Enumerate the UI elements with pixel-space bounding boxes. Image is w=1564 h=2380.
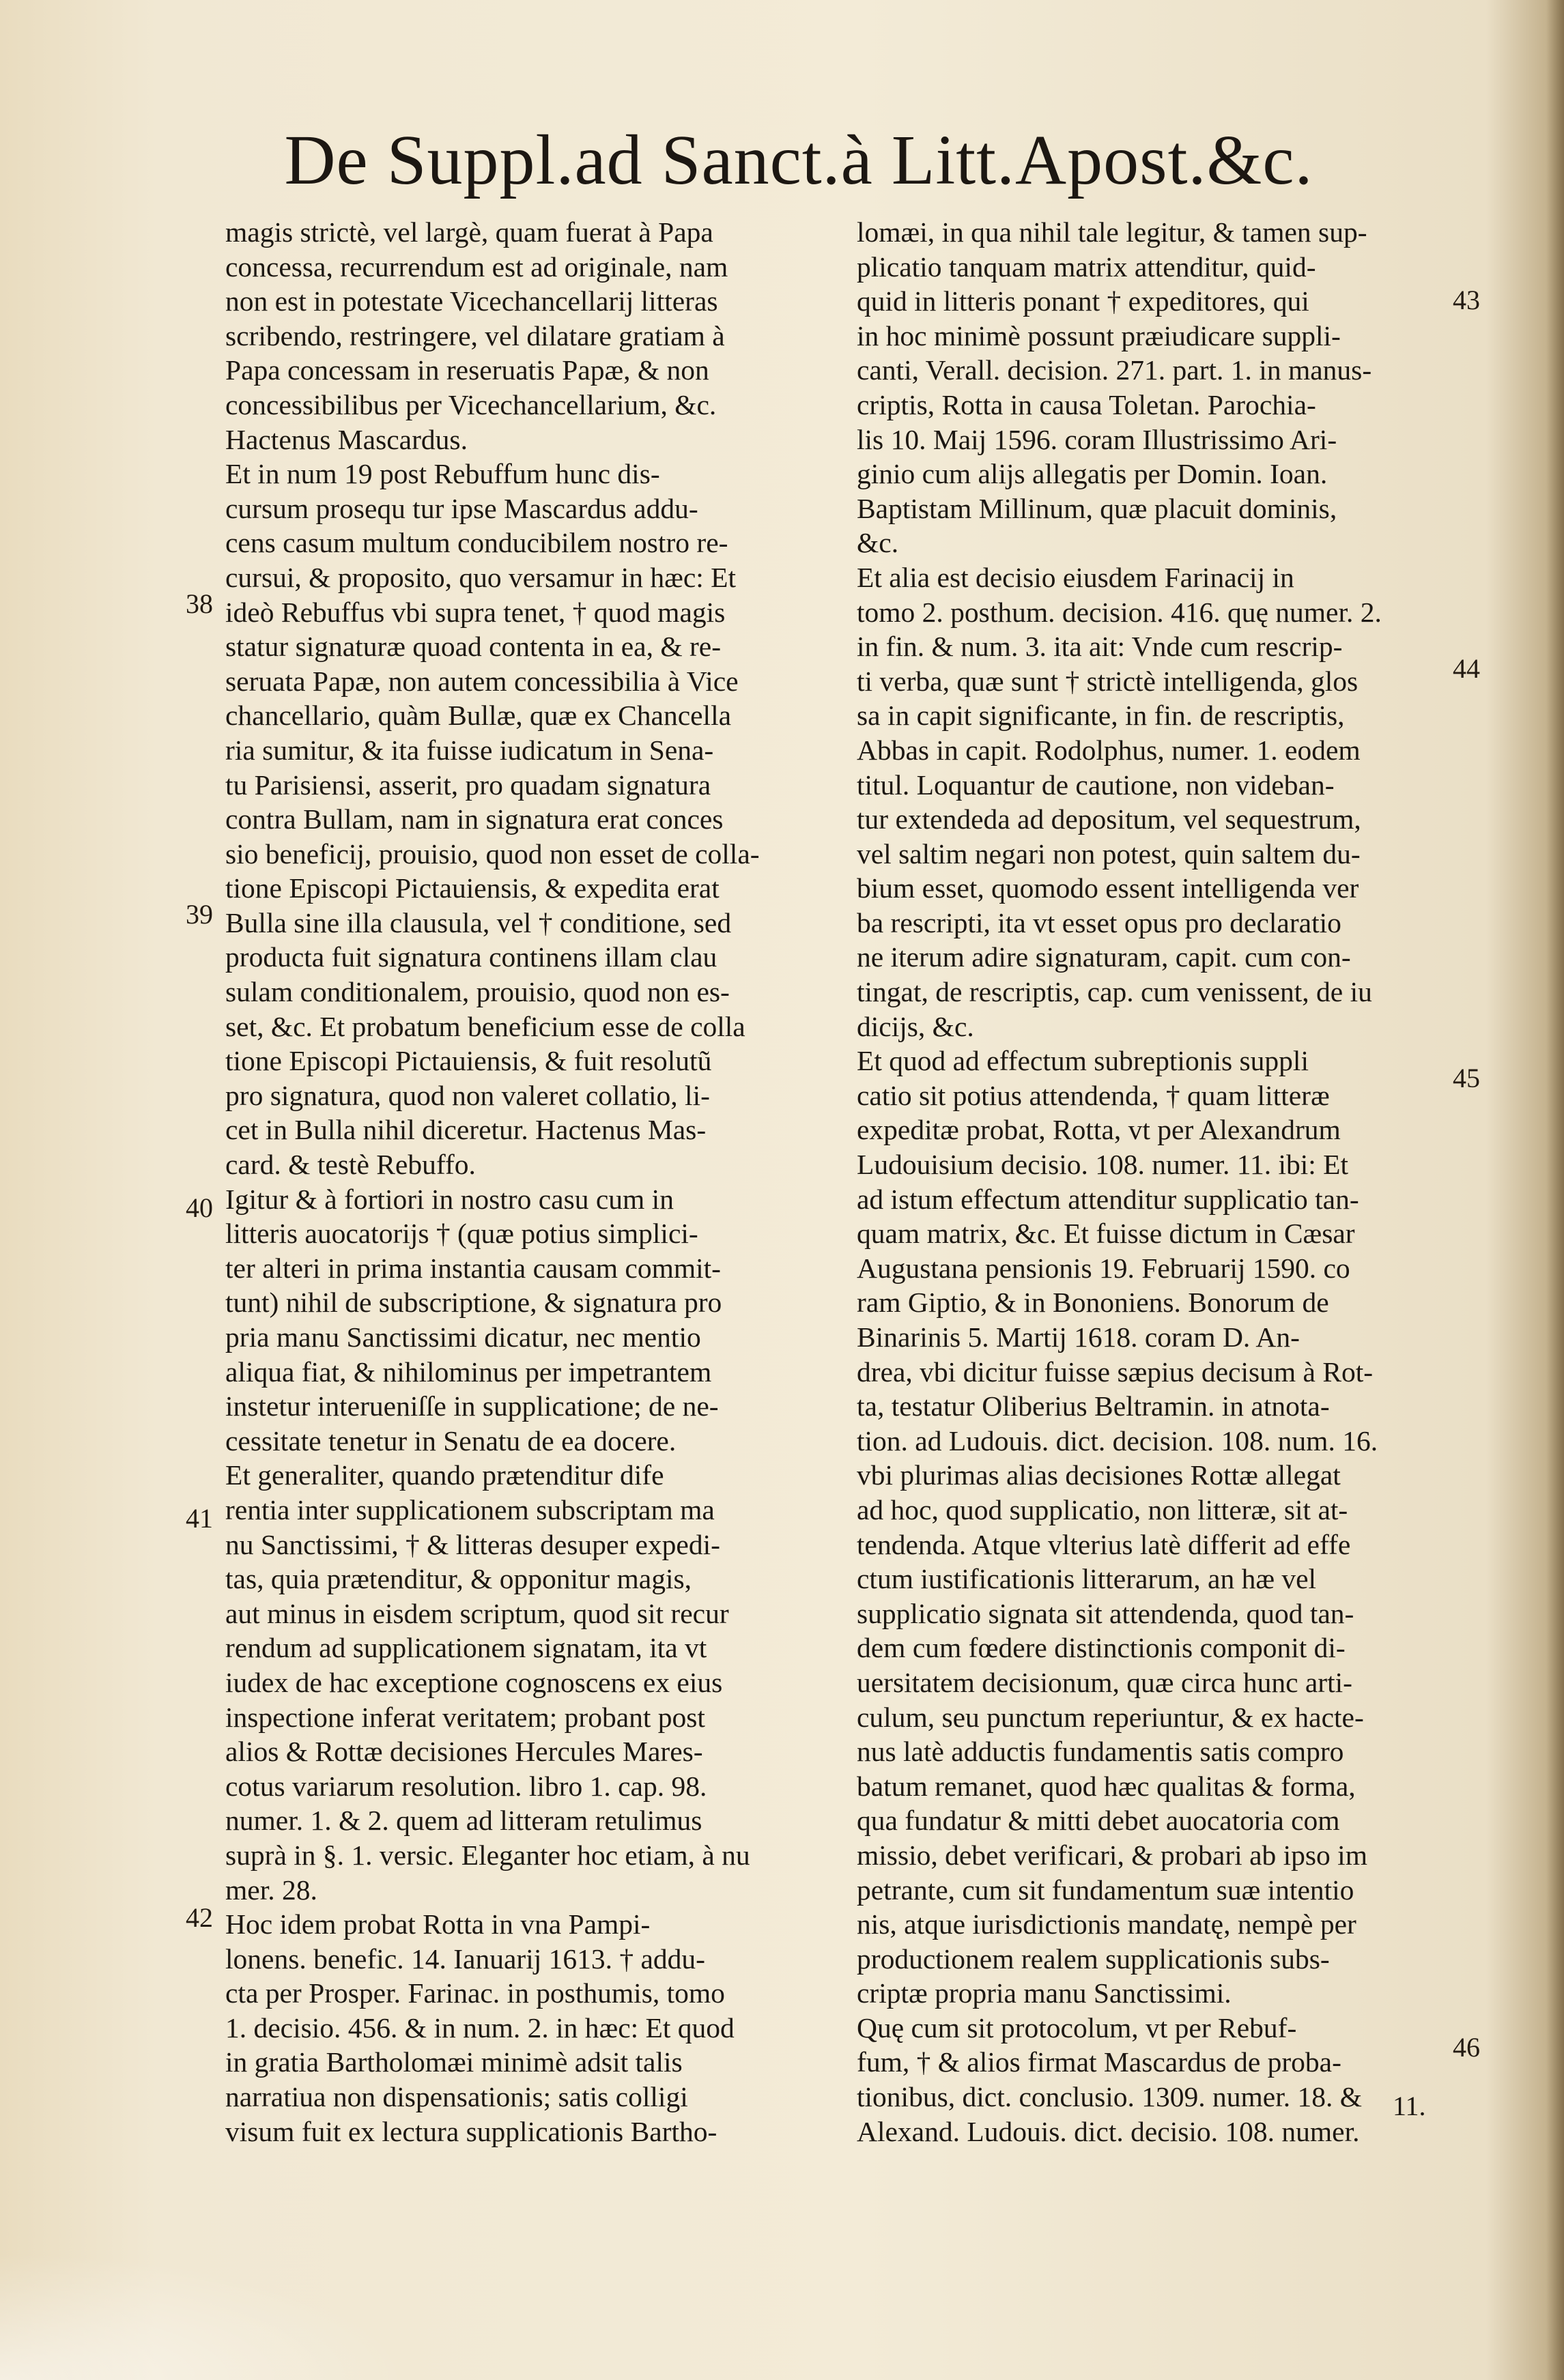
text-line: pria manu Sanctissimi dicatur, nec mentio — [225, 1321, 701, 1353]
text-line: inspectione inferat veritatem; probant post — [225, 1701, 705, 1733]
text-line: &c. — [857, 527, 899, 559]
text-line: non est in potestate Vicechancellarij litteras — [225, 285, 718, 317]
left-text-column — [225, 215, 819, 2149]
text-line: uersitatem decisionum, quæ circa hunc arti- — [857, 1666, 1353, 1698]
text-line: in hoc minimè possunt præiudicare suppli- — [857, 319, 1341, 352]
text-line: fum, † & alios firmat Mascardus de proba- — [857, 2046, 1341, 2078]
text-line: contra Bullam, nam in signatura erat conces — [225, 803, 724, 835]
text-line: aliqua fiat, & nihilominus per impetrantem — [225, 1356, 712, 1388]
text-line: aut minus in eisdem scriptum, quod sit recur — [225, 1597, 729, 1629]
text-line: rendum ad supplicationem signatam, ita vt — [225, 1632, 707, 1664]
text-line: vel saltim negari non potest, quin saltem du- — [857, 837, 1361, 870]
text-line: tione Episcopi Pictauiensis, & fuit resolutũ — [225, 1045, 712, 1077]
text-line: Ludouisium decisio. 108. numer. 11. ibi: Et — [857, 1149, 1349, 1181]
text-line: cet in Bulla nihil diceretur. Hactenus Mas- — [225, 1114, 707, 1146]
running-title: De Suppl.ad Sanct.à Litt.Apost.&c. — [284, 121, 1313, 199]
text-line: 1. decisio. 456. & in num. 2. in hæc: Et quod — [225, 2011, 735, 2044]
text-line: lonens. benefic. 14. Ianuarij 1613. † addu- — [225, 1942, 705, 1975]
text-line: Baptistam Millinum, quæ placuit dominis, — [857, 492, 1337, 524]
text-line: statur signaturæ quoad contenta in ea, & re- — [225, 631, 722, 663]
page-edge-shadow — [1546, 0, 1564, 2380]
text-line: cursui, & proposito, quo versamur in hæc: Et — [225, 561, 737, 593]
text-line: lis 10. Maij 1596. coram Illustrissimo Ari- — [857, 423, 1337, 455]
text-line: criptæ propria manu Sanctissimi. — [857, 1977, 1232, 2009]
text-line: quid in litteris ponant † expeditores, qui — [857, 285, 1309, 317]
text-line: ad hoc, quod supplicatio, non litteræ, sit at- — [857, 1493, 1348, 1525]
text-line: card. & testè Rebuffo. — [225, 1149, 476, 1181]
text-line: tur extendeda ad depositum, vel sequestrum, — [857, 803, 1361, 835]
text-line: dem cum fœdere distinctionis componit di- — [857, 1632, 1346, 1664]
text-line: bium esset, quomodo essent intelligenda ver — [857, 872, 1359, 904]
text-line: Binarinis 5. Martij 1618. coram D. An- — [857, 1321, 1300, 1353]
text-line: numer. 1. & 2. quem ad litteram retulimus — [225, 1805, 702, 1837]
text-line: ideò Rebuffus vbi supra tenet, † quod magis — [225, 596, 726, 628]
text-line: Bulla sine illa clausula, vel † conditione, sed — [225, 906, 732, 938]
marginal-number: 44 — [1453, 653, 1480, 684]
text-line: tu Parisiensi, asserit, pro quadam signatura — [225, 769, 711, 801]
text-line: cens casum multum conducibilem nostro re- — [225, 527, 728, 559]
text-line: cotus variarum resolution. libro 1. cap. 98. — [225, 1770, 707, 1802]
text-line: scribendo, restringere, vel dilatare gratiam à — [225, 319, 725, 352]
text-line: rentia inter supplicationem subscriptam ma — [225, 1493, 715, 1525]
text-line: ta, testatur Oliberius Beltramin. in atnota- — [857, 1390, 1330, 1422]
text-line: batum remanet, quod hæc qualitas & forma, — [857, 1770, 1356, 1802]
text-line: suprà in §. 1. versic. Eleganter hoc etiam, à nu — [225, 1839, 750, 1871]
right-text-column — [857, 215, 1451, 2149]
text-line: sa in capit significante, in fin. de rescriptis, — [857, 700, 1345, 732]
marginal-number: 42 — [186, 1902, 213, 1933]
text-line: Hactenus Mascardus. — [225, 423, 468, 455]
text-line: litteris auocatorijs † (quæ potius simplici- — [225, 1218, 698, 1250]
text-line: in gratia Bartholomæi minimè adsit talis — [225, 2046, 683, 2078]
text-line: narratiua non dispensationis; satis colligi — [225, 2081, 688, 2113]
text-line: tomo 2. posthum. decision. 416. quę numer. 2. — [857, 596, 1382, 628]
text-line: tion. ad Ludouis. dict. decision. 108. num. 16. — [857, 1424, 1378, 1457]
text-line: petrante, cum sit fundamentum suæ intentio — [857, 1874, 1354, 1906]
text-line: Igitur & à fortiori in nostro casu cum in — [225, 1183, 674, 1215]
text-line: ad istum effectum attenditur supplicatio tan- — [857, 1183, 1359, 1215]
text-line: tingat, de rescriptis, cap. cum venissent, de iu — [857, 976, 1372, 1008]
marginal-number: 45 — [1453, 1063, 1480, 1093]
text-line: ti verba, quæ sunt † strictè intelligenda, glos — [857, 665, 1359, 697]
text-line: in fin. & num. 3. ita ait: Vnde cum rescrip- — [857, 631, 1343, 663]
text-line: tendenda. Atque vlterius latè differit ad effe — [857, 1528, 1351, 1560]
text-line: producta fuit signatura continens illam clau — [225, 941, 717, 973]
text-line: cta per Prosper. Farinac. in posthumis, tomo — [225, 1977, 725, 2009]
text-line: chancellario, quàm Bullæ, quæ ex Chancella — [225, 700, 732, 732]
text-line: iudex de hac exceptione cognoscens ex eius — [225, 1666, 723, 1698]
text-line: plicatio tanquam matrix attenditur, quid- — [857, 250, 1316, 283]
text-line: magis strictè, vel largè, quam fuerat à Papa — [225, 216, 713, 248]
text-line: ba rescripti, ita vt esset opus pro declaratio — [857, 906, 1341, 938]
marginal-number: 41 — [186, 1503, 213, 1534]
text-line: cessitate tenetur in Senatu de ea docere. — [225, 1424, 677, 1457]
text-line: cursum prosequ tur ipse Mascardus addu- — [225, 492, 698, 524]
text-line: ne iterum adire signaturam, capit. cum con- — [857, 941, 1351, 973]
text-line: ginio cum alijs allegatis per Domin. Ioan. — [857, 458, 1328, 490]
text-line: Papa concessam in reseruatis Papæ, & non — [225, 354, 709, 386]
text-line: nis, atque iurisdictionis mandatę, nempè per — [857, 1908, 1356, 1940]
marginal-number: 39 — [186, 899, 213, 930]
paper-stain — [0, 2252, 410, 2380]
text-line: seruata Papæ, non autem concessibilia à Vice — [225, 665, 739, 697]
text-line: titul. Loquantur de cautione, non videban- — [857, 769, 1335, 801]
text-line: Augustana pensionis 19. Februarij 1590. co — [857, 1252, 1350, 1284]
text-line: sulam conditionalem, prouisio, quod non es- — [225, 976, 730, 1008]
text-line: concessibilibus per Vicechancellarium, &c. — [225, 388, 717, 420]
text-line: missio, debet verificari, & probari ab ipso im — [857, 1839, 1367, 1871]
text-line: alios & Rottæ decisiones Hercules Mares- — [225, 1736, 703, 1768]
text-line: tionibus, dict. conclusio. 1309. numer. 18. & — [857, 2081, 1363, 2113]
marginal-number: 38 — [186, 588, 213, 619]
marginal-number: 46 — [1453, 2032, 1480, 2063]
text-line: vbi plurimas alias decisiones Rottæ allegat — [857, 1459, 1341, 1491]
catchword: 11. — [1393, 2091, 1426, 2121]
text-line: nu Sanctissimi, † & litteras desuper expedi- — [225, 1528, 720, 1560]
text-line: Hoc idem probat Rotta in vna Pampi- — [225, 1908, 651, 1940]
text-line: Et generaliter, quando prætenditur dife — [225, 1459, 664, 1491]
text-line: catio sit potius attendenda, † quam litteræ — [857, 1079, 1330, 1111]
text-line: Abbas in capit. Rodolphus, numer. 1. eodem — [857, 734, 1361, 766]
text-line: productionem realem supplicationis subs- — [857, 1942, 1330, 1975]
text-line: concessa, recurrendum est ad originale, nam — [225, 250, 728, 283]
text-line: ram Giptio, & in Bononiens. Bonorum de — [857, 1287, 1329, 1319]
text-line: lomæi, in qua nihil tale legitur, & tamen sup- — [857, 216, 1367, 248]
text-line: ria sumitur, & ita fuisse iudicatum in Sena- — [225, 734, 714, 766]
text-line: tione Episcopi Pictauiensis, & expedita erat — [225, 872, 720, 904]
text-line: tas, quia prætenditur, & opponitur magis, — [225, 1563, 692, 1595]
text-line: canti, Verall. decision. 271. part. 1. in manus- — [857, 354, 1372, 386]
text-line: nus latè adductis fundamentis satis compro — [857, 1736, 1344, 1768]
text-line: visum fuit ex lectura supplicationis Bartho- — [225, 2115, 717, 2147]
text-line: dicijs, &c. — [857, 1010, 974, 1042]
text-line: set, &c. Et probatum beneficium esse de colla — [225, 1010, 745, 1042]
text-line: instetur interueniſſe in supplicatione; de ne- — [225, 1390, 719, 1422]
text-line: pro signatura, quod non valeret collatio, li- — [225, 1079, 710, 1111]
text-line: supplicatio signata sit attendenda, quod tan- — [857, 1597, 1354, 1629]
marginal-number: 40 — [186, 1192, 213, 1223]
text-line: mer. 28. — [225, 1874, 317, 1906]
text-line: expeditæ probat, Rotta, vt per Alexandrum — [857, 1114, 1341, 1146]
text-line: drea, vbi dicitur fuisse sæpius decisum à Rot- — [857, 1356, 1374, 1388]
text-line: ter alteri in prima instantia causam commit- — [225, 1252, 722, 1284]
text-line: Et alia est decisio eiusdem Farinacij in — [857, 561, 1294, 593]
text-line: tunt) nihil de subscriptione, & signatura pro — [225, 1287, 722, 1319]
text-line: Quę cum sit protocolum, vt per Rebuf- — [857, 2011, 1297, 2044]
text-line: culum, seu punctum reperiuntur, & ex hacte- — [857, 1701, 1364, 1733]
text-line: quam matrix, &c. Et fuisse dictum in Cæsar — [857, 1218, 1355, 1250]
text-line: criptis, Rotta in causa Toletan. Parochia- — [857, 388, 1316, 420]
text-line: sio beneficij, prouisio, quod non esset de colla- — [225, 837, 760, 870]
text-line: Et quod ad effectum subreptionis suppli — [857, 1045, 1309, 1077]
text-line: Et in num 19 post Rebuffum hunc dis- — [225, 458, 660, 490]
text-line: Alexand. Ludouis. dict. decisio. 108. numer. — [857, 2115, 1360, 2147]
text-line: ctum iustificationis litterarum, an hæ vel — [857, 1563, 1317, 1595]
text-line: qua fundatur & mitti debet auocatoria com — [857, 1805, 1340, 1837]
marginal-number: 43 — [1453, 285, 1480, 315]
